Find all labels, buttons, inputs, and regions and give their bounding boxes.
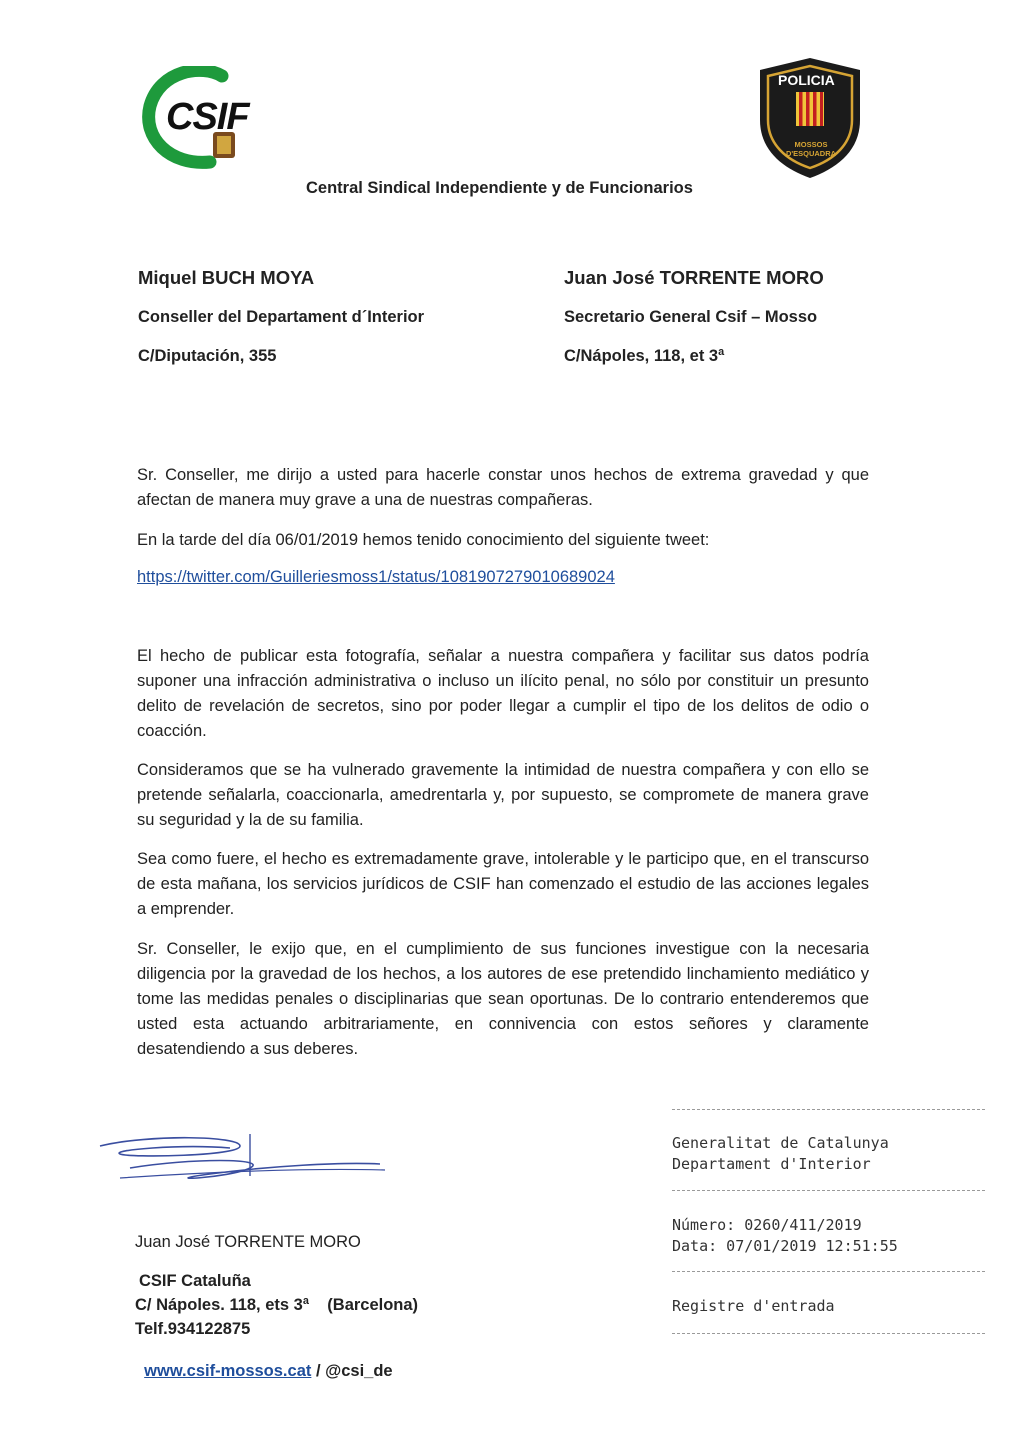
csif-logo-text: CSIF [166, 96, 249, 138]
paragraph-demand: Sr. Conseller, le exijo que, en el cumplimiento de sus funciones investigue con la necesaria diligencia por la gravedad de los hechos, a los autores de ese pretendido linchamiento mediático y tome las medidas penales o disciplinarias que sean oportunas. De lo contrario entenderemos que usted esta actuando arbitrariamente, en connivencia con estos señores y claramente desatendiendo a sus deberes. [137, 940, 869, 1058]
stamp-line-2: Departament d'Interior [672, 1155, 871, 1173]
handwritten-signature [90, 1128, 390, 1188]
organization-name: Central Sindical Independiente y de Funcionarios [306, 179, 693, 197]
footer-address: C/ Nápoles. 118, ets 3ª (Barcelona) [135, 1296, 419, 1314]
footer-phone: Telf.934122875 [135, 1320, 251, 1338]
badge-bottom-text: MOSSOS D'ESQUADRA [785, 140, 837, 158]
stamp-divider [672, 1109, 985, 1110]
paragraph-privacy: Consideramos que se ha vulnerado gravemente la intimidad de nuestra compañera y con ello se pretende señalarla, coaccionarla, amedrentarla y, por supuesto, se compromete de manera grave su seguridad y la de su familia. [137, 761, 869, 829]
paragraph-intro: Sr. Conseller, me dirijo a usted para hacerle constar unos hechos de extrema gravedad y que afectan de manera muy grave a una de nuestras compañeras. [137, 466, 869, 509]
sender-name: Juan José TORRENTE MORO [564, 267, 824, 288]
footer-web-line [135, 1343, 393, 1381]
stamp-date: Data: 07/01/2019 12:51:55 [672, 1237, 898, 1255]
stamp-line-1: Generalitat de Catalunya [672, 1134, 889, 1152]
stamp-label: Registre d'entrada [672, 1297, 835, 1315]
footer-org: CSIF Cataluña [139, 1272, 251, 1290]
footer-website-link[interactable]: www.csif-mossos.cat [144, 1362, 312, 1380]
badge-top-text: POLICIA [778, 72, 835, 88]
signer-name: Juan José TORRENTE MORO [135, 1233, 361, 1251]
paragraph-infraction: El hecho de publicar esta fotografía, señalar a nuestra compañera y facilitar sus datos podría suponer una infracción administrativa o incluso un ilícito penal, no sólo por constituir un presunto delito de revelación de secretos, sino por poder llegar a cumplir el tipo de los delitos de odio o coacción. [137, 647, 869, 740]
stamp-number: Número: 0260/411/2019 [672, 1216, 862, 1234]
sender-title: Secretario General Csif – Mosso [564, 308, 818, 326]
police-badge [752, 56, 868, 180]
footer-separator: / [311, 1362, 326, 1380]
paragraph-legal-actions: Sea como fuere, el hecho es extremadamente grave, intolerable y le participo que, en el transcurso de esta mañana, los servicios jurídicos de CSIF han comenzado el estudio de las acciones legales a emprender. [137, 850, 869, 918]
recipient-name: Miquel BUCH MOYA [138, 267, 315, 288]
recipient-address: C/Diputación, 355 [138, 347, 277, 365]
sender-address: C/Nápoles, 118, et 3ª [564, 347, 725, 365]
signature-scribble-icon [90, 1128, 390, 1188]
stamp-divider [672, 1190, 985, 1191]
recipient-title: Conseller del Departament d´Interior [138, 308, 425, 326]
tweet-link[interactable]: https://twitter.com/Guilleriesmoss1/status/1081907279010689024 [137, 568, 615, 586]
paragraph-tweet-intro: En la tarde del día 06/01/2019 hemos tenido conocimiento del siguiente tweet: [137, 531, 710, 549]
csif-logo [140, 66, 250, 170]
stamp-divider [672, 1271, 985, 1272]
stamp-divider [672, 1333, 985, 1334]
footer-social-handle[interactable]: @csi_de [325, 1362, 393, 1380]
